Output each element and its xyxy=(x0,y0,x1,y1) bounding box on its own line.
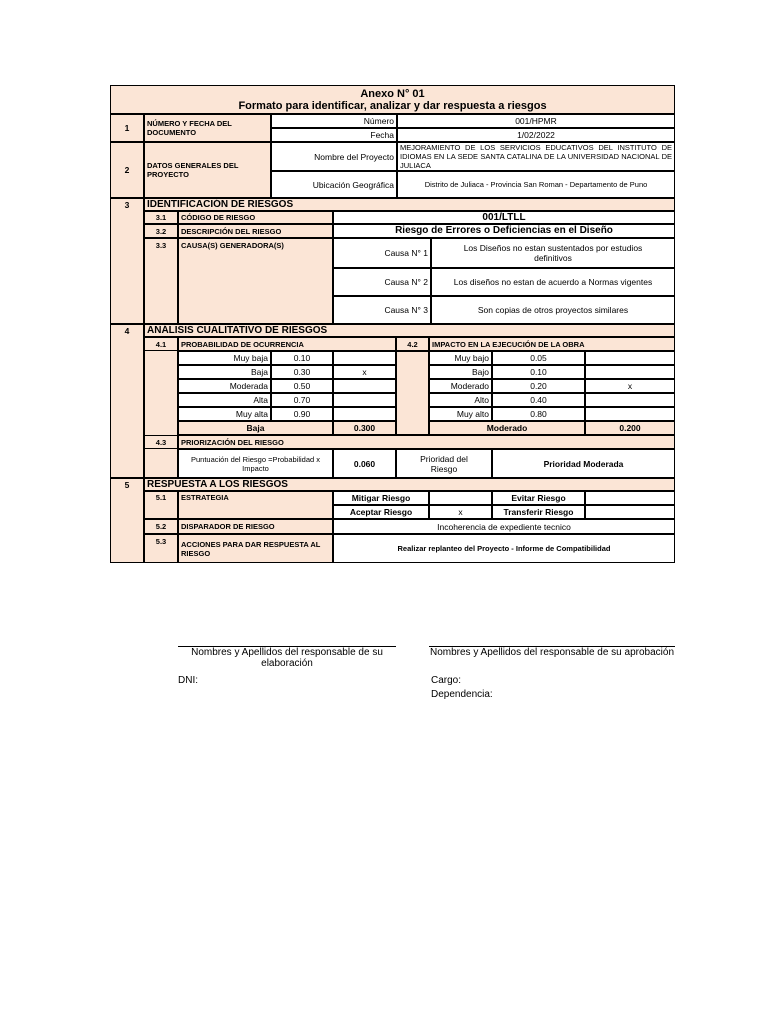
prob-row-3-value: 0.50 xyxy=(271,379,333,393)
desc-label: DESCRIPCIÓN DEL RIESGO xyxy=(178,224,333,238)
prob-result-value: 0.300 xyxy=(333,421,396,435)
prob-row-5-value: 0.90 xyxy=(271,407,333,421)
transferir-option: Transferir Riesgo xyxy=(492,505,585,519)
ubicacion-label: Ubicación Geográfica xyxy=(271,171,397,198)
evitar-mark xyxy=(585,491,675,505)
prob-row-3-mark xyxy=(333,379,396,393)
prob-row-1-mark xyxy=(333,351,396,365)
imp-row-1-value: 0.05 xyxy=(492,351,585,365)
mitigar-option: Mitigar Riesgo xyxy=(333,491,429,505)
codigo-label: CÓDIGO DE RIESGO xyxy=(178,211,333,224)
causa-label: CAUSA(S) GENERADORA(S) xyxy=(178,238,333,324)
nombre-proyecto-label: Nombre del Proyecto xyxy=(271,142,397,171)
section-5-title: RESPUESTA A LOS RIESGOS xyxy=(144,478,675,491)
numero-label: Número xyxy=(271,114,397,128)
section-1-number: 1 xyxy=(110,114,144,142)
imp-result-label: Moderado xyxy=(429,421,585,435)
disparador-value: Incoherencia de expediente tecnico xyxy=(333,519,675,534)
causa-2-value: Los diseños no estan de acuerdo a Normas vigentes xyxy=(431,268,675,296)
prob-row-1-label: Muy baja xyxy=(178,351,271,365)
mitigar-mark xyxy=(429,491,492,505)
nombre-proyecto-value: MEJORAMIENTO DE LOS SERVICIOS EDUCATIVOS DEL INSTITUTO DE IDIOMAS EN LA SEDE SANTA CATALINA DE LA UNIVERSIDAD NACIONAL DE JULIACA xyxy=(397,142,675,171)
acciones-value: Realizar replanteo del Proyecto - Informe de Compatibilidad xyxy=(333,534,675,563)
prob-row-1-value: 0.10 xyxy=(271,351,333,365)
codigo-num: 3.1 xyxy=(144,211,178,224)
imp-row-1-label: Muy bajo xyxy=(429,351,492,365)
imp-row-4-value: 0.40 xyxy=(492,393,585,407)
right-signature-caption: Nombres y Apellidos del responsable de su aprobación xyxy=(429,647,675,658)
causa-1-label: Causa N° 1 xyxy=(333,238,431,268)
prob-row-4-value: 0.70 xyxy=(271,393,333,407)
form-header xyxy=(110,85,675,114)
imp-result-value: 0.200 xyxy=(585,421,675,435)
imp-row-5-value: 0.80 xyxy=(492,407,585,421)
section-4-indent xyxy=(144,337,178,478)
prob-row-4-mark xyxy=(333,393,396,407)
imp-row-3-value: 0.20 xyxy=(492,379,585,393)
prioridad-value: Prioridad Moderada xyxy=(492,449,675,478)
causa-1-value: Los Diseños no estan sustentados por estudios definitivos xyxy=(431,238,675,268)
causa-2-label: Causa N° 2 xyxy=(333,268,431,296)
imp-row-3-label: Moderado xyxy=(429,379,492,393)
prob-row-2-value: 0.30 xyxy=(271,365,333,379)
aceptar-mark: x xyxy=(429,505,492,519)
imp-row-1-mark xyxy=(585,351,675,365)
section-5-number: 5 xyxy=(110,478,144,563)
imp-label: IMPACTO EN LA EJECUCIÓN DE LA OBRA xyxy=(429,337,675,351)
imp-row-5-label: Muy alto xyxy=(429,407,492,421)
causa-3-label: Causa N° 3 xyxy=(333,296,431,324)
prob-row-2-mark: x xyxy=(333,365,396,379)
fecha-label: Fecha xyxy=(271,128,397,142)
imp-row-2-mark xyxy=(585,365,675,379)
causa-3-value: Son copias de otros proyectos similares xyxy=(431,296,675,324)
estrategia-label: ESTRATEGIA xyxy=(178,491,333,519)
right-cargo-label: Cargo: xyxy=(431,675,462,686)
prob-row-4-label: Alta xyxy=(178,393,271,407)
numero-value: 001/HPMR xyxy=(397,114,675,128)
imp-row-4-mark xyxy=(585,393,675,407)
prob-label: PROBABILIDAD DE OCURRENCIA xyxy=(178,337,396,351)
puntuacion-label: Puntuación del Riesgo =Probabilidad x Impacto xyxy=(178,449,333,478)
prob-num: 4.1 xyxy=(144,337,178,351)
prior-label: PRIORIZACIÓN DEL RIESGO xyxy=(178,435,675,449)
left-dni-label: DNI: xyxy=(178,675,198,686)
section-1-label: NÚMERO Y FECHA DEL DOCUMENTO xyxy=(144,114,271,142)
prob-row-2-label: Baja xyxy=(178,365,271,379)
imp-indent xyxy=(396,351,429,435)
imp-row-3-mark: x xyxy=(585,379,675,393)
prob-row-5-label: Muy alta xyxy=(178,407,271,421)
desc-value: Riesgo de Errores o Deficiencias en el Diseño xyxy=(333,224,675,238)
acciones-label: ACCIONES PARA DAR RESPUESTA AL RIESGO xyxy=(178,534,333,563)
imp-num: 4.2 xyxy=(396,337,429,351)
disparador-label: DISPARADOR DE RIESGO xyxy=(178,519,333,534)
section-4-title: ANÁLISIS CUALITATIVO DE RIESGOS xyxy=(144,324,675,337)
transferir-mark xyxy=(585,505,675,519)
imp-row-5-mark xyxy=(585,407,675,421)
prob-result-label: Baja xyxy=(178,421,333,435)
section-3-number: 3 xyxy=(110,198,144,324)
section-2-label: DATOS GENERALES DEL PROYECTO xyxy=(144,142,271,198)
estrategia-num: 5.1 xyxy=(144,491,178,519)
right-dependencia-label: Dependencia: xyxy=(431,689,493,700)
aceptar-option: Aceptar Riesgo xyxy=(333,505,429,519)
prior-num: 4.3 xyxy=(144,435,178,449)
evitar-option: Evitar Riesgo xyxy=(492,491,585,505)
causa-num: 3.3 xyxy=(144,238,178,324)
imp-row-2-label: Bajo xyxy=(429,365,492,379)
codigo-value: 001/LTLL xyxy=(333,211,675,224)
prob-row-5-mark xyxy=(333,407,396,421)
section-2-number: 2 xyxy=(110,142,144,198)
imp-row-4-label: Alto xyxy=(429,393,492,407)
acciones-num: 5.3 xyxy=(144,534,178,563)
left-signature-caption: Nombres y Apellidos del responsable de su elaboración xyxy=(191,647,383,669)
fecha-value: 1/02/2022 xyxy=(397,128,675,142)
prioridad-label: Prioridad del Riesgo xyxy=(396,449,492,478)
prob-row-3-label: Moderada xyxy=(178,379,271,393)
form-subtitle: Formato para identificar, analizar y dar respuesta a riesgos xyxy=(238,99,547,112)
form-title: Anexo N° 01 xyxy=(360,87,425,100)
imp-row-2-value: 0.10 xyxy=(492,365,585,379)
ubicacion-value: Distrito de Juliaca - Provincia San Roman - Departamento de Puno xyxy=(397,171,675,198)
section-3-title: IDENTIFICACIÓN DE RIESGOS xyxy=(144,198,675,211)
desc-num: 3.2 xyxy=(144,224,178,238)
puntuacion-value: 0.060 xyxy=(333,449,396,478)
section-4-number: 4 xyxy=(110,324,144,478)
disparador-num: 5.2 xyxy=(144,519,178,534)
